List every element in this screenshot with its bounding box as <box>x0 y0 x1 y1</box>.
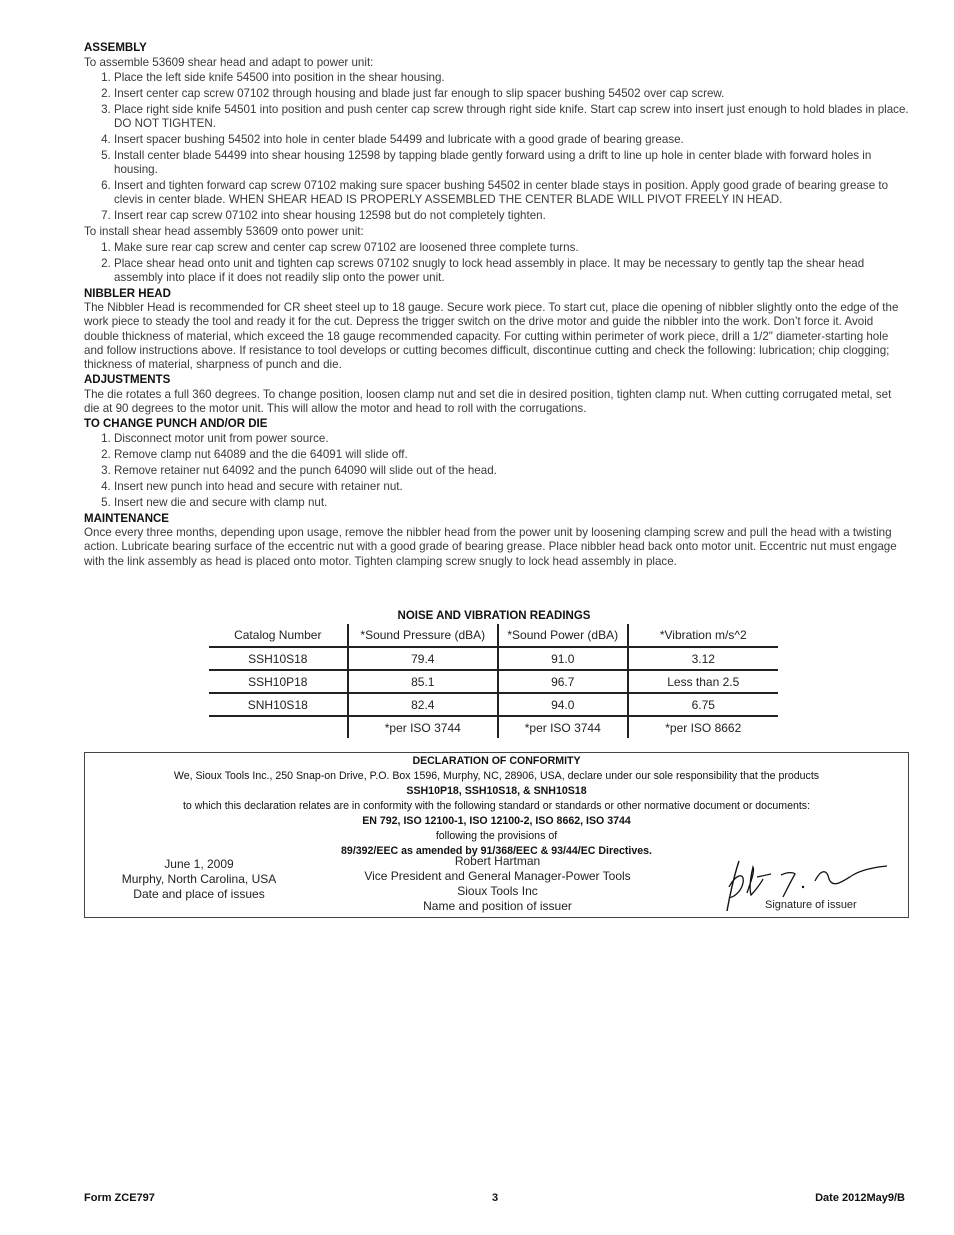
list-item: 7. Insert rear cap screw 07102 into shear housing 12598 but do not completely tighten. <box>114 209 910 223</box>
assembly-intro: To assemble 53609 shear head and adapt to power unit: <box>84 55 374 69</box>
issuer-company: Sioux Tools Inc <box>457 884 538 898</box>
issuer-label: Name and position of issuer <box>423 899 572 913</box>
noise-vibration-table <box>209 608 779 738</box>
declaration-standards: EN 792, ISO 12100-1, ISO 12100-2, ISO 8662, ISO 3744 <box>362 815 631 827</box>
issue-date-label: Date and place of issues <box>133 887 265 901</box>
issuer-name: Robert Hartman <box>454 854 541 868</box>
list-item: 2. Insert center cap screw 07102 through housing and blade just far enough to slip spacer bushing 54502 over cap screw. <box>114 87 910 101</box>
list-item: 1. Place the left side knife 54500 into position in the shear housing. <box>114 71 910 85</box>
table-cell: 79.4 <box>348 647 498 670</box>
table-cell: 91.0 <box>498 647 628 670</box>
declaration-of-conformity <box>84 752 909 918</box>
table-cell: 82.4 <box>348 693 498 716</box>
list-item: 1. Disconnect motor unit from power source. <box>114 432 910 446</box>
form-number: Form ZCE797 <box>84 1192 155 1204</box>
table-cell: 94.0 <box>498 693 628 716</box>
footnote-cell: *per ISO 8662 <box>628 716 779 738</box>
assembly-steps-list <box>84 71 910 224</box>
list-item: 3. Remove retainer nut 64092 and the punch 64090 will slide out of the head. <box>114 464 910 478</box>
readings-table <box>209 624 778 738</box>
adjustments-heading: ADJUSTMENTS <box>84 374 171 387</box>
adjustments-text: The die rotates a full 360 degrees. To change position, loosen clamp nut and set die in desired position, tighten clamp nut. When cutting corrugated metal, set die at 90 degrees to the motor unit. This will allow the motor and head to roll with the corrugations. <box>84 387 892 415</box>
issue-date: June 1, 2009 <box>164 857 234 871</box>
declaration-line: following the provisions of <box>435 830 558 842</box>
footnote-cell: *per ISO 3744 <box>348 716 498 738</box>
maintenance-text: Once every three months, depending upon usage, remove the nibbler head from the power unit by loosening clamping screw and pull the head with a twisting action. Lubricate bearing surface of the eccentric nut with a good grade of bearing grease. Place nibbler head back onto motor unit. Eccentric nut must engage with the link assembly as head is placed onto motor. Tighten clamping screw snugly to lock head assembly in place. <box>84 526 897 568</box>
manual-content <box>84 41 910 570</box>
assembly-heading: ASSEMBLY <box>84 42 147 54</box>
declaration-directives: 89/392/EEC as amended by 91/368/EEC & 93/44/EC Directives. <box>341 845 652 857</box>
declaration-products: SSH10P18, SSH10S18, & SNH10S18 <box>406 785 587 797</box>
issuer-title: Vice President and General Manager-Power Tools <box>364 869 631 883</box>
list-item: 5. Insert new die and secure with clamp nut. <box>114 496 910 510</box>
table-cell <box>209 716 348 738</box>
revision-date: Date 2012May9/B <box>815 1192 905 1204</box>
install-intro: To install shear head assembly 53609 onto power unit: <box>84 225 364 239</box>
declaration-text <box>85 754 908 859</box>
list-item: 2. Place shear head onto unit and tighten cap screws 07102 snugly to lock head assembly in place. It may be necessary to gently tap the shear head assembly into place if it does not readily slip onto the power unit. <box>114 257 910 285</box>
page-number: 3 <box>492 1192 499 1204</box>
list-item: 4. Insert new punch into head and secure with retainer nut. <box>114 480 910 494</box>
install-steps-list <box>84 241 910 285</box>
signature-label: Signature of issuer <box>765 899 857 911</box>
column-header: *Sound Power (dBA) <box>498 624 628 647</box>
declaration-title: DECLARATION OF CONFORMITY <box>412 755 581 767</box>
nibbler-text: The Nibbler Head is recommended for CR sheet steel up to 18 gauge. Secure work piece. To start cut, place die opening of nibbler slightly onto the edge of the work piece to steady the tool and ready it for the cut. Depress the trigger switch on the drive motor and guide the nibbler into the work. Don’t force it. Avoid double thickness of material, which exceed the 18 gauge recommended capacity. For cutting within perimeter of work piece, drill a 1/2" diameter-starting hole and follow instructions above. If resistance to tool develops or cutting becomes difficult, discontinue cutting and check the following: lubrication; chip clogging; thickness of material, sharpness of punch and die. <box>84 301 899 372</box>
table-cell: SSH10S18 <box>209 647 348 670</box>
nibbler-heading: NIBBLER HEAD <box>84 287 171 300</box>
list-item: 4. Insert spacer bushing 54502 into hole in center blade 54499 and lubricate with a good grade of bearing grease. <box>114 133 910 147</box>
punch-steps-list <box>84 432 910 510</box>
table-cell: 6.75 <box>628 693 779 716</box>
table-header-row <box>209 624 778 647</box>
footnote-cell: *per ISO 3744 <box>498 716 628 738</box>
column-header: *Sound Pressure (dBA) <box>348 624 498 647</box>
table-cell: SNH10S18 <box>209 693 348 716</box>
list-item: 1. Make sure rear cap screw and center cap screw 07102 are loosened three complete turns. <box>114 241 910 255</box>
issuer-block <box>325 854 670 914</box>
table-row <box>209 693 778 716</box>
issue-date-place <box>89 857 309 902</box>
maintenance-heading: MAINTENANCE <box>84 512 169 525</box>
table-cell: 96.7 <box>498 670 628 693</box>
table-cell: SSH10P18 <box>209 670 348 693</box>
table-title: NOISE AND VIBRATION READINGS <box>397 610 591 622</box>
issue-place: Murphy, North Carolina, USA <box>121 872 277 886</box>
list-item: 2. Remove clamp nut 64089 and the die 64091 will slide off. <box>114 448 910 462</box>
declaration-line: to which this declaration relates are in conformity with the following standard or standards or other normative document or documents: <box>182 800 811 812</box>
table-footnote-row <box>209 716 778 738</box>
list-item: 3. Place right side knife 54501 into position and push center cap screw through right side knife. Start cap screw into insert just enough to hold blades in place. DO NOT TIGHTEN. <box>114 103 910 131</box>
table-cell: 3.12 <box>628 647 779 670</box>
table-row <box>209 647 778 670</box>
table-cell: Less than 2.5 <box>628 670 779 693</box>
list-item: 5. Install center blade 54499 into shear housing 12598 by tapping blade gently forward using a drift to line up hole in center blade with forward holes in housing. <box>114 149 910 177</box>
punch-heading: TO CHANGE PUNCH AND/OR DIE <box>84 418 268 431</box>
column-header: *Vibration m/s^2 <box>628 624 779 647</box>
column-header: Catalog Number <box>209 624 348 647</box>
table-row <box>209 670 778 693</box>
list-item: 6. Insert and tighten forward cap screw 07102 making sure spacer bushing 54502 in center blade stays in position. Apply good grade of bearing grease to clevis in center blade. WHEN SHEAR HEAD IS PROPERLY ASSEMBLED THE CENTER BLADE WILL PIVOT FREELY IN HEAD. <box>114 179 910 207</box>
table-cell: 85.1 <box>348 670 498 693</box>
declaration-line: We, Sioux Tools Inc., 250 Snap-on Drive, P.O. Box 1596, Murphy, NC, 28906, USA, declare under our sole responsibility that the products <box>173 770 820 782</box>
